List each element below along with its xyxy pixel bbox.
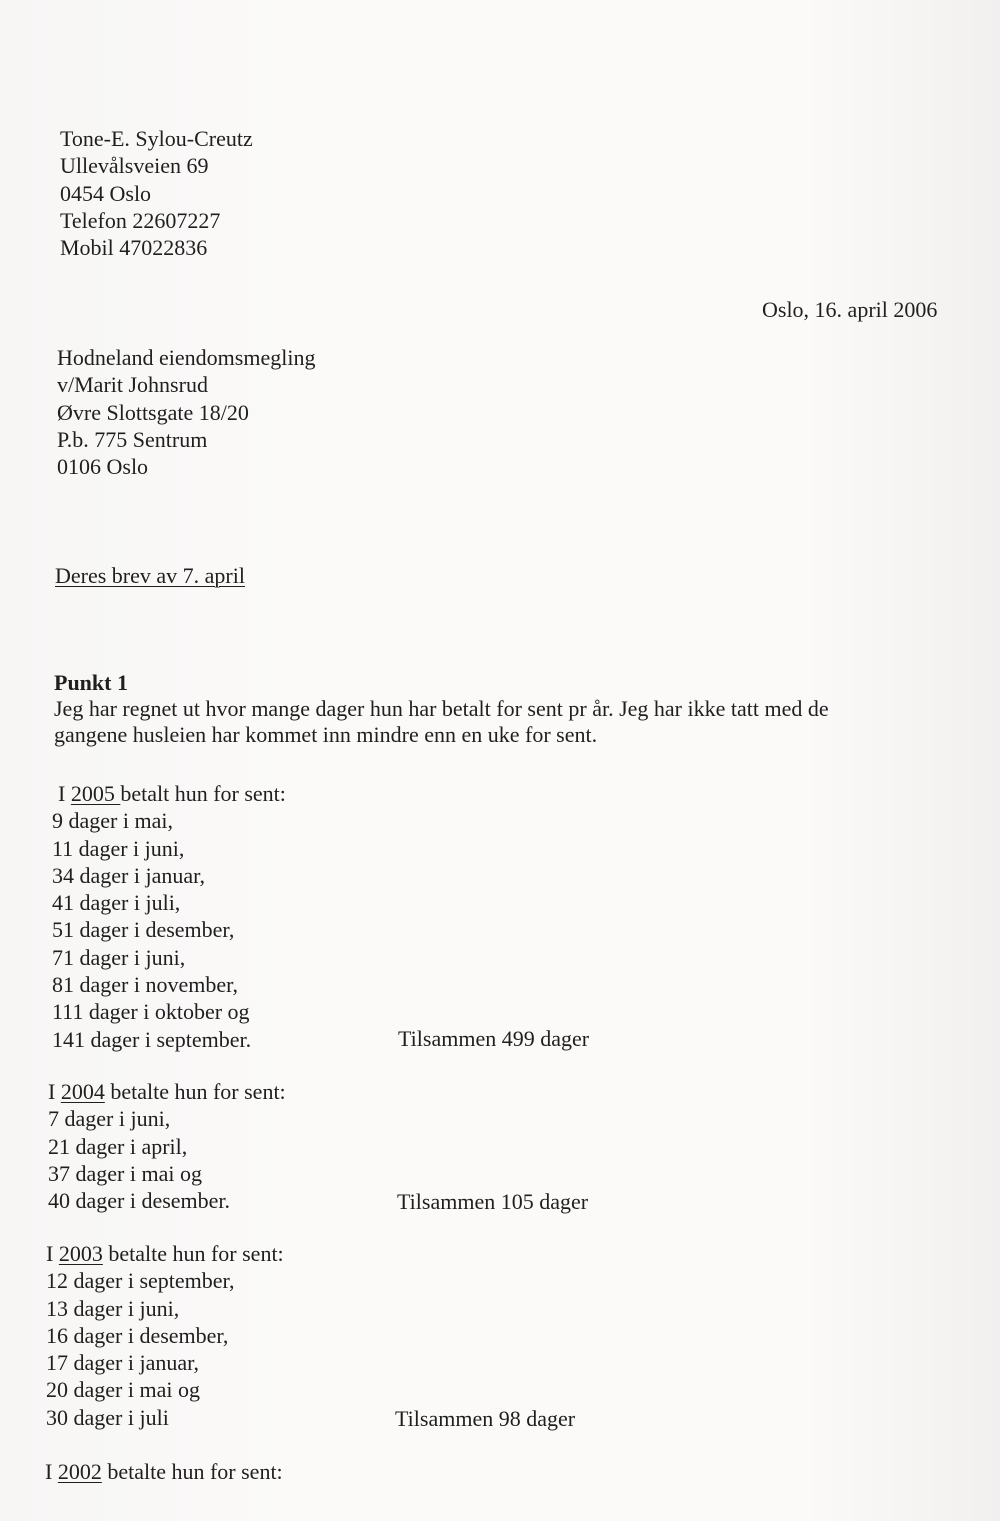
late-payment-item: 13 dager i juni, bbox=[46, 1295, 180, 1321]
recipient-street: Øvre Slottsgate 18/20 bbox=[57, 399, 249, 425]
year-prefix: I bbox=[45, 1459, 58, 1484]
year-heading bbox=[52, 780, 286, 807]
recipient-company: Hodneland eiendomsmegling bbox=[57, 345, 316, 370]
late-payment-item: 51 dager i desember, bbox=[52, 917, 235, 943]
section-intro-line-2: gangene husleien har kommet inn mindre enn en uke for sent. bbox=[54, 722, 598, 747]
year-total: Tilsammen 98 dager bbox=[395, 1406, 576, 1431]
letter-subject: Deres brev av 7. april bbox=[55, 563, 245, 588]
late-payment-item: 17 dager i januar, bbox=[46, 1350, 200, 1376]
year-block-2005 bbox=[52, 780, 286, 1053]
late-payment-item: 81 dager i november, bbox=[52, 972, 239, 998]
late-payment-item: 111 dager i oktober og bbox=[52, 999, 250, 1025]
recipient-address bbox=[57, 344, 315, 480]
late-payment-item: 16 dager i desember, bbox=[46, 1322, 229, 1348]
year-prefix: I bbox=[46, 1241, 59, 1266]
late-payment-item: 7 dager i juni, bbox=[48, 1106, 171, 1132]
year-value: 2002 bbox=[57, 1459, 102, 1484]
year-prefix: I bbox=[58, 781, 71, 806]
section-punkt-1 bbox=[54, 670, 829, 748]
year-total: Tilsammen 499 dager bbox=[398, 1026, 590, 1051]
sender-street: Ullevålsveien 69 bbox=[60, 153, 209, 179]
late-payment-item: 141 dager i september. bbox=[52, 1026, 252, 1052]
sender-postal: 0454 Oslo bbox=[60, 180, 152, 206]
late-payment-item: 11 dager i juni, bbox=[52, 835, 185, 861]
year-heading bbox=[48, 1078, 286, 1105]
late-payment-item: 21 dager i april, bbox=[48, 1133, 188, 1159]
late-payment-item: 40 dager i desember. bbox=[48, 1188, 231, 1214]
late-payment-item: 34 dager i januar, bbox=[52, 862, 206, 888]
year-heading bbox=[45, 1458, 283, 1485]
year-value: 2004 bbox=[60, 1079, 105, 1104]
section-intro-line-1: Jeg har regnet ut hvor mange dager hun har betalt for sent pr år. Jeg har ikke tatt med de bbox=[54, 696, 829, 721]
year-heading bbox=[46, 1240, 284, 1267]
late-payment-item: 37 dager i mai og bbox=[48, 1160, 202, 1186]
section-heading: Punkt 1 bbox=[54, 670, 128, 695]
sender-name: Tone-E. Sylou-Creutz bbox=[60, 126, 253, 151]
year-block-2003 bbox=[46, 1240, 284, 1431]
year-suffix: betalte hun for sent: bbox=[102, 1241, 284, 1266]
year-suffix: betalte hun for sent: bbox=[104, 1079, 286, 1104]
letter-date: Oslo, 16. april 2006 bbox=[762, 297, 938, 322]
recipient-attn: v/Marit Johnsrud bbox=[57, 372, 208, 398]
year-total: Tilsammen 105 dager bbox=[397, 1189, 589, 1214]
recipient-pobox: P.b. 775 Sentrum bbox=[57, 426, 208, 452]
year-suffix: betalt hun for sent: bbox=[120, 781, 286, 806]
sender-phone: Telefon 22607227 bbox=[60, 207, 221, 233]
sender-address bbox=[60, 125, 253, 261]
late-payment-item: 41 dager i juli, bbox=[52, 890, 181, 916]
late-payment-item: 12 dager i september, bbox=[46, 1268, 235, 1294]
year-prefix: I bbox=[48, 1079, 61, 1104]
late-payment-item: 71 dager i juni, bbox=[52, 944, 186, 970]
year-suffix: betalte hun for sent: bbox=[101, 1459, 283, 1484]
year-value: 2003 bbox=[58, 1241, 103, 1266]
year-value: 2005 bbox=[70, 781, 121, 806]
sender-mobile: Mobil 47022836 bbox=[60, 235, 208, 261]
year-block-2004 bbox=[48, 1078, 286, 1214]
late-payment-item: 20 dager i mai og bbox=[46, 1377, 200, 1403]
late-payment-item: 9 dager i mai, bbox=[52, 808, 173, 834]
late-payment-item: 30 dager i juli bbox=[46, 1404, 169, 1430]
year-block-2002 bbox=[45, 1458, 283, 1485]
recipient-postal: 0106 Oslo bbox=[57, 454, 149, 480]
